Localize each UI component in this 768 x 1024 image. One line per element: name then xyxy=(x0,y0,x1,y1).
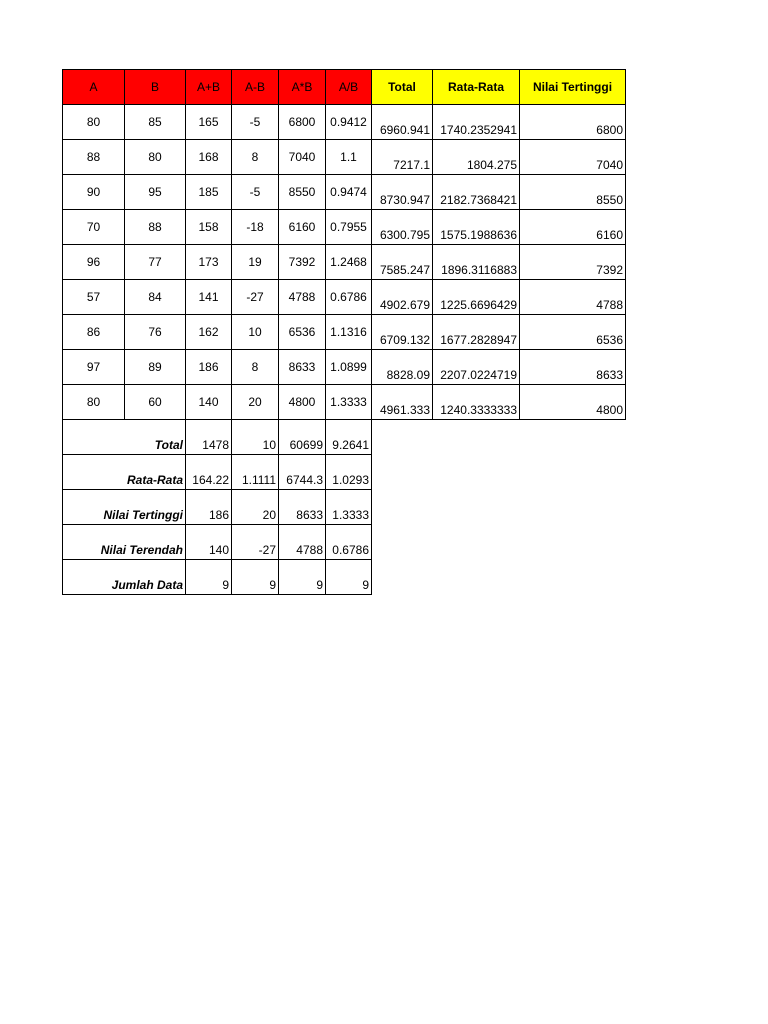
summary-cell-product[interactable]: 8633 xyxy=(279,490,326,525)
header-row xyxy=(63,70,626,105)
empty-cell xyxy=(433,455,520,490)
summary-cell-difference[interactable]: 9 xyxy=(232,560,279,595)
cell-b[interactable]: 80 xyxy=(125,140,186,175)
cell-total[interactable]: 4902.679 xyxy=(372,280,433,315)
summary-cell-product[interactable]: 60699 xyxy=(279,420,326,455)
cell-rata-rata[interactable]: 2207.0224719 xyxy=(433,350,520,385)
summary-cell-sum[interactable]: 9 xyxy=(186,560,232,595)
cell-rata-rata[interactable]: 1677.2828947 xyxy=(433,315,520,350)
cell-product[interactable]: 4800 xyxy=(279,385,326,420)
cell-sum[interactable]: 186 xyxy=(186,350,232,385)
cell-rata-rata[interactable]: 1575.1988636 xyxy=(433,210,520,245)
header-cell-total[interactable]: Total xyxy=(372,70,433,105)
cell-a[interactable]: 86 xyxy=(63,315,125,350)
table-row xyxy=(63,105,626,140)
summary-cell-difference[interactable]: -27 xyxy=(232,525,279,560)
summary-row xyxy=(63,560,626,595)
cell-quotient[interactable]: 1.0899 xyxy=(326,350,372,385)
summary-cell-sum[interactable]: 140 xyxy=(186,525,232,560)
cell-total[interactable]: 7585.247 xyxy=(372,245,433,280)
cell-rata-rata[interactable]: 1740.2352941 xyxy=(433,105,520,140)
header-cell-rata-rata[interactable]: Rata-Rata xyxy=(433,70,520,105)
spreadsheet-table xyxy=(62,69,626,595)
cell-difference[interactable]: 8 xyxy=(232,350,279,385)
cell-product[interactable]: 7392 xyxy=(279,245,326,280)
summary-cell-sum[interactable]: 186 xyxy=(186,490,232,525)
cell-b[interactable]: 88 xyxy=(125,210,186,245)
cell-product[interactable]: 4788 xyxy=(279,280,326,315)
summary-row xyxy=(63,490,626,525)
summary-cell-quotient[interactable]: 1.3333 xyxy=(326,490,372,525)
cell-difference[interactable]: 20 xyxy=(232,385,279,420)
header-cell-nilai-tertinggi[interactable]: Nilai Tertinggi xyxy=(520,70,626,105)
cell-rata-rata[interactable]: 1896.3116883 xyxy=(433,245,520,280)
cell-product[interactable]: 8633 xyxy=(279,350,326,385)
table-row xyxy=(63,280,626,315)
summary-cell-sum[interactable]: 1478 xyxy=(186,420,232,455)
empty-cell xyxy=(372,525,433,560)
empty-cell xyxy=(433,560,520,595)
cell-difference[interactable]: -27 xyxy=(232,280,279,315)
cell-difference[interactable]: -18 xyxy=(232,210,279,245)
summary-cell-sum[interactable]: 164.22 xyxy=(186,455,232,490)
cell-sum[interactable]: 141 xyxy=(186,280,232,315)
cell-b[interactable]: 95 xyxy=(125,175,186,210)
cell-b[interactable]: 89 xyxy=(125,350,186,385)
empty-cell xyxy=(433,490,520,525)
cell-product[interactable]: 6160 xyxy=(279,210,326,245)
cell-total[interactable]: 6960.941 xyxy=(372,105,433,140)
cell-difference[interactable]: 10 xyxy=(232,315,279,350)
cell-nilai-tertinggi[interactable]: 4800 xyxy=(520,385,626,420)
cell-total[interactable]: 6300.795 xyxy=(372,210,433,245)
cell-sum[interactable]: 140 xyxy=(186,385,232,420)
cell-quotient[interactable]: 0.7955 xyxy=(326,210,372,245)
cell-sum[interactable]: 158 xyxy=(186,210,232,245)
cell-nilai-tertinggi[interactable]: 6536 xyxy=(520,315,626,350)
cell-nilai-tertinggi[interactable]: 4788 xyxy=(520,280,626,315)
cell-nilai-tertinggi[interactable]: 7392 xyxy=(520,245,626,280)
cell-quotient[interactable]: 1.1 xyxy=(326,140,372,175)
summary-label[interactable]: Total xyxy=(63,420,186,455)
cell-product[interactable]: 7040 xyxy=(279,140,326,175)
cell-a[interactable]: 70 xyxy=(63,210,125,245)
table-row xyxy=(63,245,626,280)
cell-nilai-tertinggi[interactable]: 8633 xyxy=(520,350,626,385)
cell-a[interactable]: 90 xyxy=(63,175,125,210)
summary-cell-quotient[interactable]: 9.2641 xyxy=(326,420,372,455)
summary-cell-product[interactable]: 9 xyxy=(279,560,326,595)
summary-cell-quotient[interactable]: 0.6786 xyxy=(326,525,372,560)
empty-cell xyxy=(520,455,626,490)
table-row xyxy=(63,140,626,175)
cell-b[interactable]: 77 xyxy=(125,245,186,280)
cell-rata-rata[interactable]: 1804.275 xyxy=(433,140,520,175)
summary-label[interactable]: Nilai Terendah xyxy=(63,525,186,560)
summary-label[interactable]: Jumlah Data xyxy=(63,560,186,595)
summary-row xyxy=(63,420,626,455)
cell-difference[interactable]: -5 xyxy=(232,105,279,140)
cell-b[interactable]: 60 xyxy=(125,385,186,420)
header-cell-difference[interactable]: A-B xyxy=(232,70,279,105)
cell-quotient[interactable]: 0.9474 xyxy=(326,175,372,210)
cell-total[interactable]: 4961.333 xyxy=(372,385,433,420)
table-row xyxy=(63,210,626,245)
cell-sum[interactable]: 165 xyxy=(186,105,232,140)
empty-cell xyxy=(520,525,626,560)
cell-a[interactable]: 57 xyxy=(63,280,125,315)
table-row xyxy=(63,385,626,420)
header-cell-quotient[interactable]: A/B xyxy=(326,70,372,105)
cell-a[interactable]: 88 xyxy=(63,140,125,175)
cell-quotient[interactable]: 1.2468 xyxy=(326,245,372,280)
cell-total[interactable]: 6709.132 xyxy=(372,315,433,350)
cell-total[interactable]: 8828.09 xyxy=(372,350,433,385)
table-row xyxy=(63,315,626,350)
cell-nilai-tertinggi[interactable]: 8550 xyxy=(520,175,626,210)
empty-cell xyxy=(372,455,433,490)
cell-nilai-tertinggi[interactable]: 6160 xyxy=(520,210,626,245)
empty-cell xyxy=(433,525,520,560)
cell-nilai-tertinggi[interactable]: 6800 xyxy=(520,105,626,140)
cell-rata-rata[interactable]: 2182.7368421 xyxy=(433,175,520,210)
header-cell-sum[interactable]: A+B xyxy=(186,70,232,105)
summary-cell-quotient[interactable]: 1.0293 xyxy=(326,455,372,490)
summary-cell-product[interactable]: 4788 xyxy=(279,525,326,560)
empty-cell xyxy=(520,560,626,595)
summary-cell-difference[interactable]: 1.1111 xyxy=(232,455,279,490)
summary-label[interactable]: Rata-Rata xyxy=(63,455,186,490)
cell-sum[interactable]: 185 xyxy=(186,175,232,210)
summary-row xyxy=(63,525,626,560)
header-cell-b[interactable]: B xyxy=(125,70,186,105)
empty-cell xyxy=(372,560,433,595)
table-row xyxy=(63,175,626,210)
summary-cell-difference[interactable]: 10 xyxy=(232,420,279,455)
cell-product[interactable]: 8550 xyxy=(279,175,326,210)
cell-sum[interactable]: 162 xyxy=(186,315,232,350)
cell-sum[interactable]: 173 xyxy=(186,245,232,280)
cell-a[interactable]: 80 xyxy=(63,105,125,140)
cell-rata-rata[interactable]: 1240.3333333 xyxy=(433,385,520,420)
cell-difference[interactable]: 8 xyxy=(232,140,279,175)
cell-quotient[interactable]: 0.9412 xyxy=(326,105,372,140)
empty-cell xyxy=(433,420,520,455)
cell-quotient[interactable]: 1.3333 xyxy=(326,385,372,420)
cell-difference[interactable]: -5 xyxy=(232,175,279,210)
cell-difference[interactable]: 19 xyxy=(232,245,279,280)
summary-row xyxy=(63,455,626,490)
cell-b[interactable]: 85 xyxy=(125,105,186,140)
cell-total[interactable]: 7217.1 xyxy=(372,140,433,175)
cell-a[interactable]: 97 xyxy=(63,350,125,385)
summary-cell-product[interactable]: 6744.3 xyxy=(279,455,326,490)
summary-label[interactable]: Nilai Tertinggi xyxy=(63,490,186,525)
cell-product[interactable]: 6536 xyxy=(279,315,326,350)
header-cell-product[interactable]: A*B xyxy=(279,70,326,105)
empty-cell xyxy=(372,420,433,455)
cell-sum[interactable]: 168 xyxy=(186,140,232,175)
cell-nilai-tertinggi[interactable]: 7040 xyxy=(520,140,626,175)
table-row xyxy=(63,350,626,385)
cell-quotient[interactable]: 1.1316 xyxy=(326,315,372,350)
empty-cell xyxy=(520,490,626,525)
cell-b[interactable]: 84 xyxy=(125,280,186,315)
cell-b[interactable]: 76 xyxy=(125,315,186,350)
cell-total[interactable]: 8730.947 xyxy=(372,175,433,210)
cell-product[interactable]: 6800 xyxy=(279,105,326,140)
summary-cell-difference[interactable]: 20 xyxy=(232,490,279,525)
cell-a[interactable]: 96 xyxy=(63,245,125,280)
empty-cell xyxy=(520,420,626,455)
cell-a[interactable]: 80 xyxy=(63,385,125,420)
cell-quotient[interactable]: 0.6786 xyxy=(326,280,372,315)
cell-rata-rata[interactable]: 1225.6696429 xyxy=(433,280,520,315)
empty-cell xyxy=(372,490,433,525)
header-cell-a[interactable]: A xyxy=(63,70,125,105)
summary-cell-quotient[interactable]: 9 xyxy=(326,560,372,595)
